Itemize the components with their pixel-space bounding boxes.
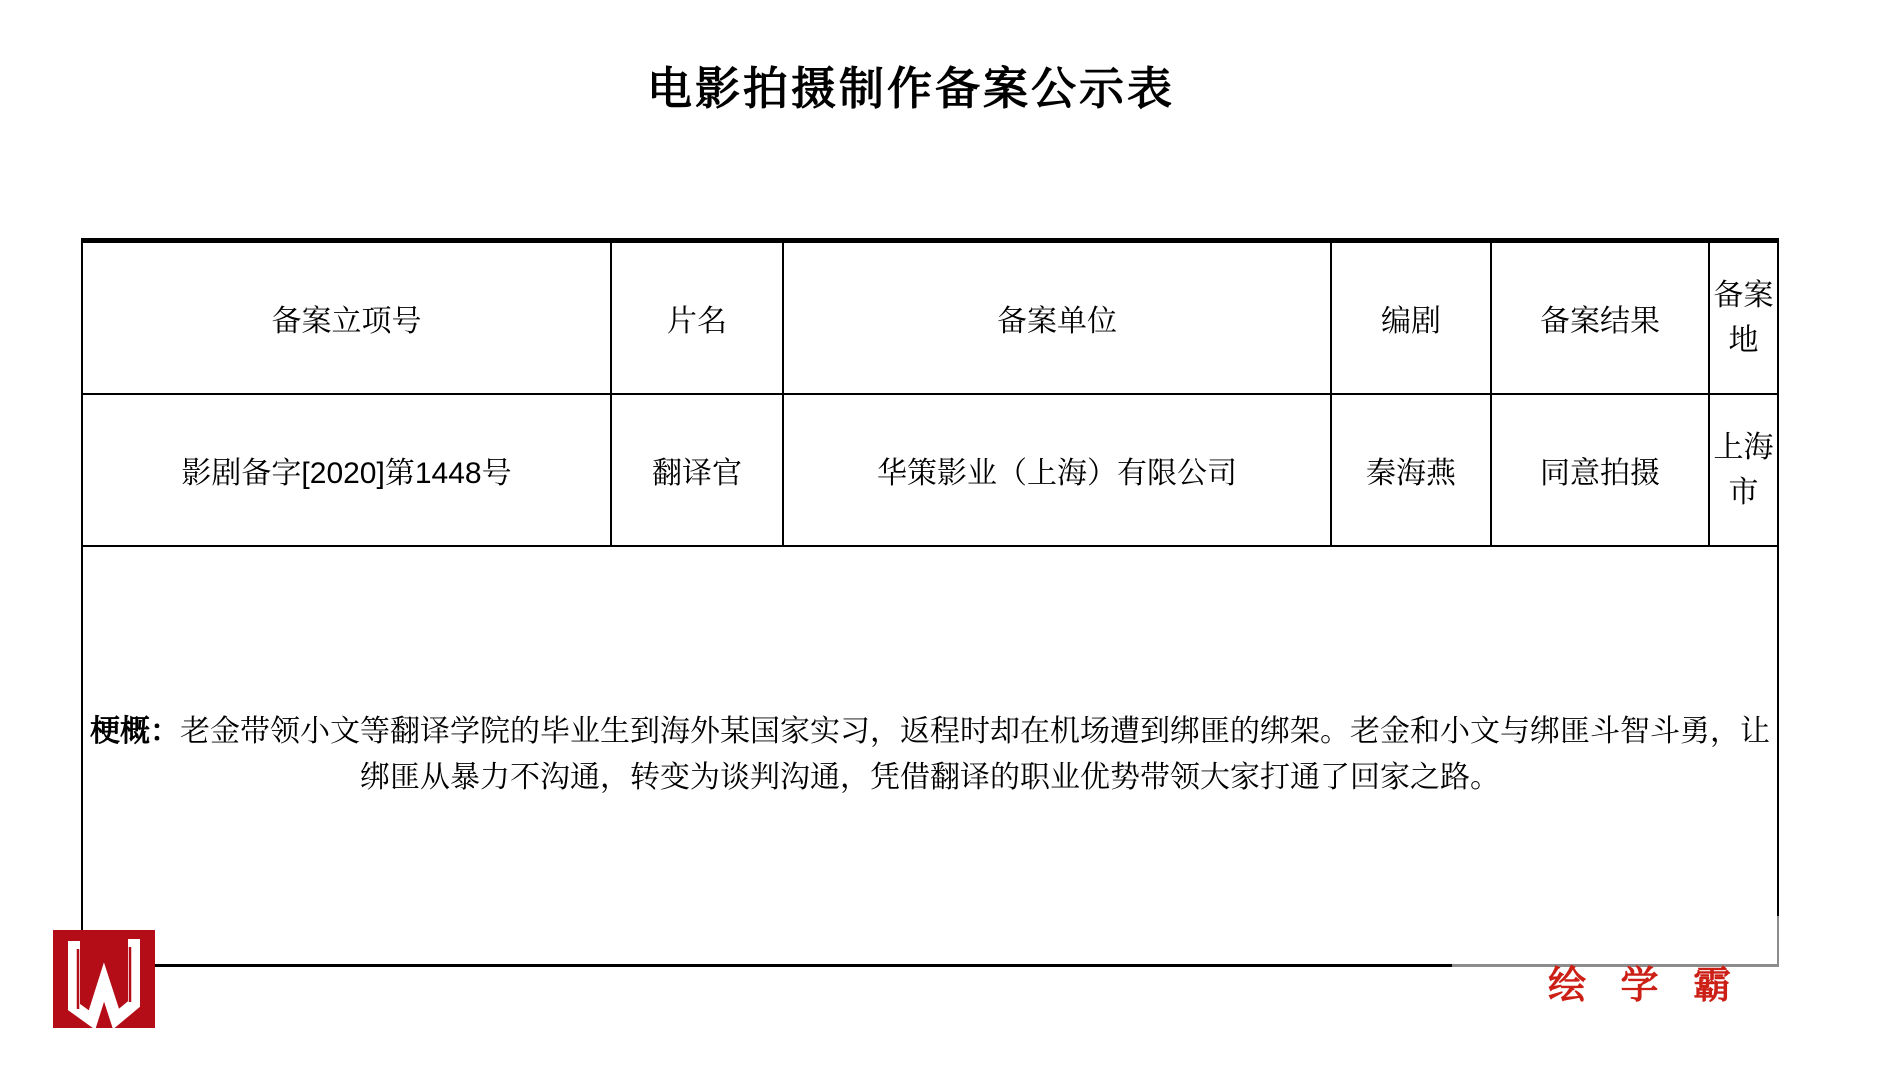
filing-table <box>81 238 1779 967</box>
synopsis-label: 梗概： <box>90 715 180 749</box>
synopsis-text: 老金带领小文等翻译学院的毕业生到海外某国家实习，返程时却在机场遭到绑匪的绑架。老金和小文与绑匪斗智斗勇，让绑匪从暴力不沟通，转变为谈判沟通，凭借翻译的职业优势带领大家打通了回家之路。 <box>180 715 1770 795</box>
header-cell-filing-result: 备案结果 <box>1491 241 1709 394</box>
cell-filing-number: 影剧备字[2020]第1448号 <box>82 394 611 546</box>
logo-w-icon <box>53 930 155 1028</box>
huixueba-logo <box>53 930 155 1028</box>
cell-filing-unit: 华策影业（上海）有限公司 <box>783 394 1331 546</box>
cell-filing-place: 上海市 <box>1709 394 1778 546</box>
synopsis-cell <box>82 546 1778 966</box>
header-cell-screenwriter: 编剧 <box>1331 241 1491 394</box>
watermark-text: 绘 学 霸 <box>1548 965 1744 1007</box>
cell-filing-result: 同意拍摄 <box>1491 394 1709 546</box>
cell-screenwriter: 秦海燕 <box>1331 394 1491 546</box>
header-cell-filing-unit: 备案单位 <box>783 241 1331 394</box>
cell-film-title: 翻译官 <box>611 394 783 546</box>
table-header-row <box>82 241 1778 394</box>
filing-table-container <box>81 238 1779 967</box>
table-data-row <box>82 394 1778 546</box>
header-cell-film-title: 片名 <box>611 241 783 394</box>
page-title: 电影拍摄制作备案公示表 <box>646 63 1175 114</box>
header-cell-filing-place: 备案地 <box>1709 241 1778 394</box>
header-cell-filing-number: 备案立项号 <box>82 241 611 394</box>
table-synopsis-row <box>82 546 1778 966</box>
